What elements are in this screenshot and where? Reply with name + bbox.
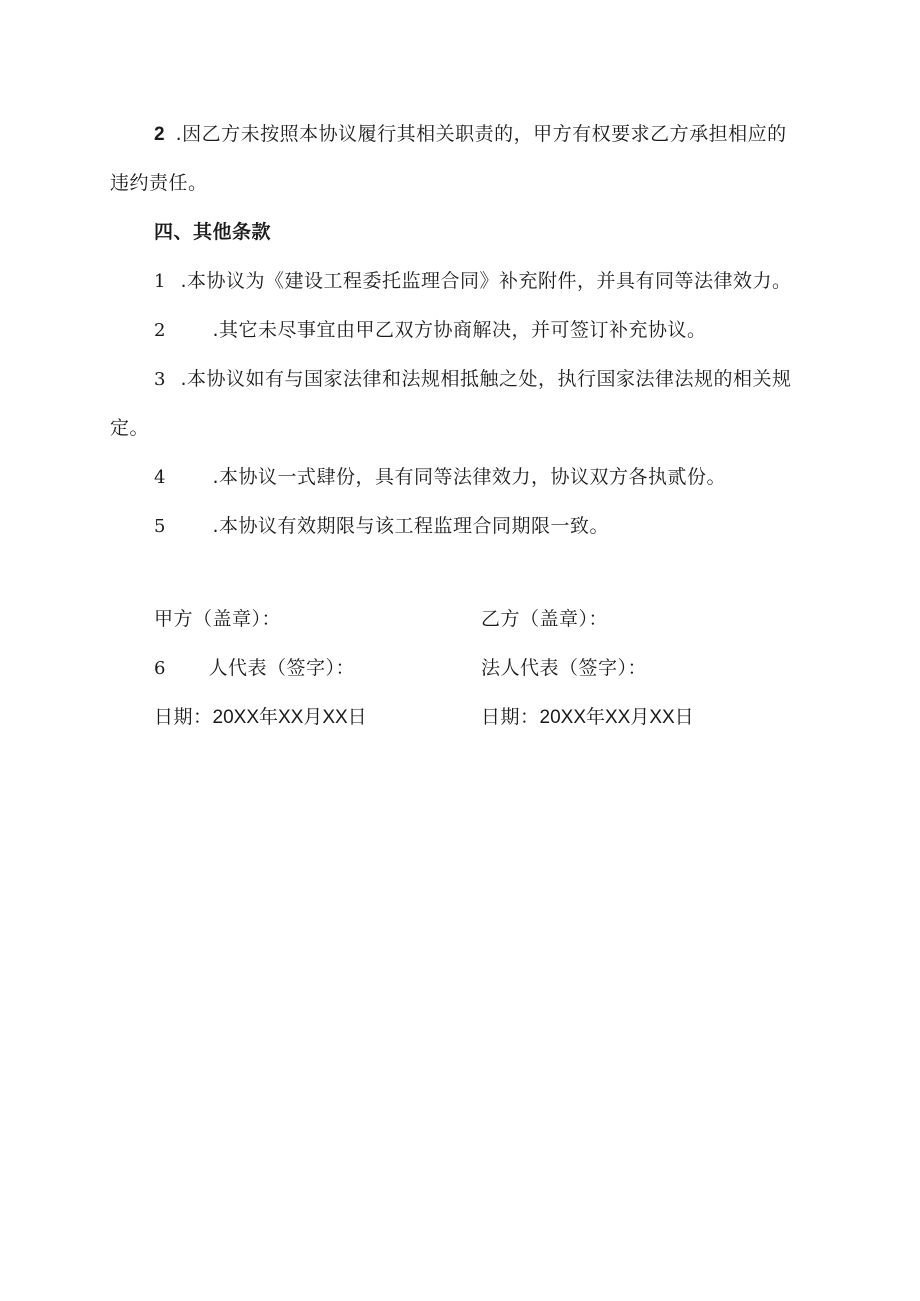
- clause-paragraph-continuation: [110, 171, 208, 195]
- party-a-date: [154, 705, 367, 730]
- item-text: .本协议有效期限与该工程监理合同期限一致。: [212, 515, 610, 537]
- item-number: 4: [154, 467, 166, 488]
- item-number: 3: [154, 369, 166, 390]
- item-text: .其它未尽事宜由甲乙双方协商解决，并可签订补充协议。: [212, 319, 707, 341]
- date-label: 日期：: [481, 706, 540, 728]
- clause-text: .因乙方未按照本协议履行其相关职责的，甲方有权要求乙方承担相应的: [175, 123, 787, 145]
- date-value: 20XX年XX月XX日: [212, 707, 367, 728]
- party-b-representative: 法人代表（签字）：: [481, 657, 648, 679]
- item-text: .本协议一式肆份，具有同等法律效力，协议双方各执贰份。: [212, 466, 727, 488]
- party-a-representative: [154, 656, 355, 681]
- item-number: 1: [154, 271, 166, 292]
- item-text: .本协议如有与国家法律和法规相抵触之处，执行国家法律法规的相关规: [180, 368, 792, 390]
- date-value: 20XX年XX月XX日: [539, 707, 694, 728]
- rep-label: 人代表（签字）：: [208, 657, 356, 679]
- section-heading: 四、其他条款: [154, 221, 272, 243]
- item-number: 5: [154, 516, 166, 537]
- list-item: [154, 514, 609, 539]
- clause-text: 违约责任。: [110, 172, 208, 194]
- list-item: [154, 318, 707, 343]
- party-b-seal: 乙方（盖章）：: [481, 608, 609, 630]
- list-item: [154, 269, 792, 294]
- party-a-seal: 甲方（盖章）：: [154, 608, 282, 630]
- item-number: 2: [154, 320, 166, 341]
- item-text: 定。: [110, 417, 150, 439]
- date-label: 日期：: [154, 706, 213, 728]
- item-text: .本协议为《建设工程委托监理合同》补充附件，并具有同等法律效力。: [180, 270, 792, 292]
- party-b-date: [481, 705, 694, 730]
- clause-paragraph: [154, 122, 787, 147]
- list-item: [154, 465, 726, 490]
- list-item: [154, 367, 792, 392]
- rep-number: 6: [154, 658, 166, 679]
- list-item-continuation: [110, 416, 149, 440]
- clause-number: 2: [154, 124, 166, 145]
